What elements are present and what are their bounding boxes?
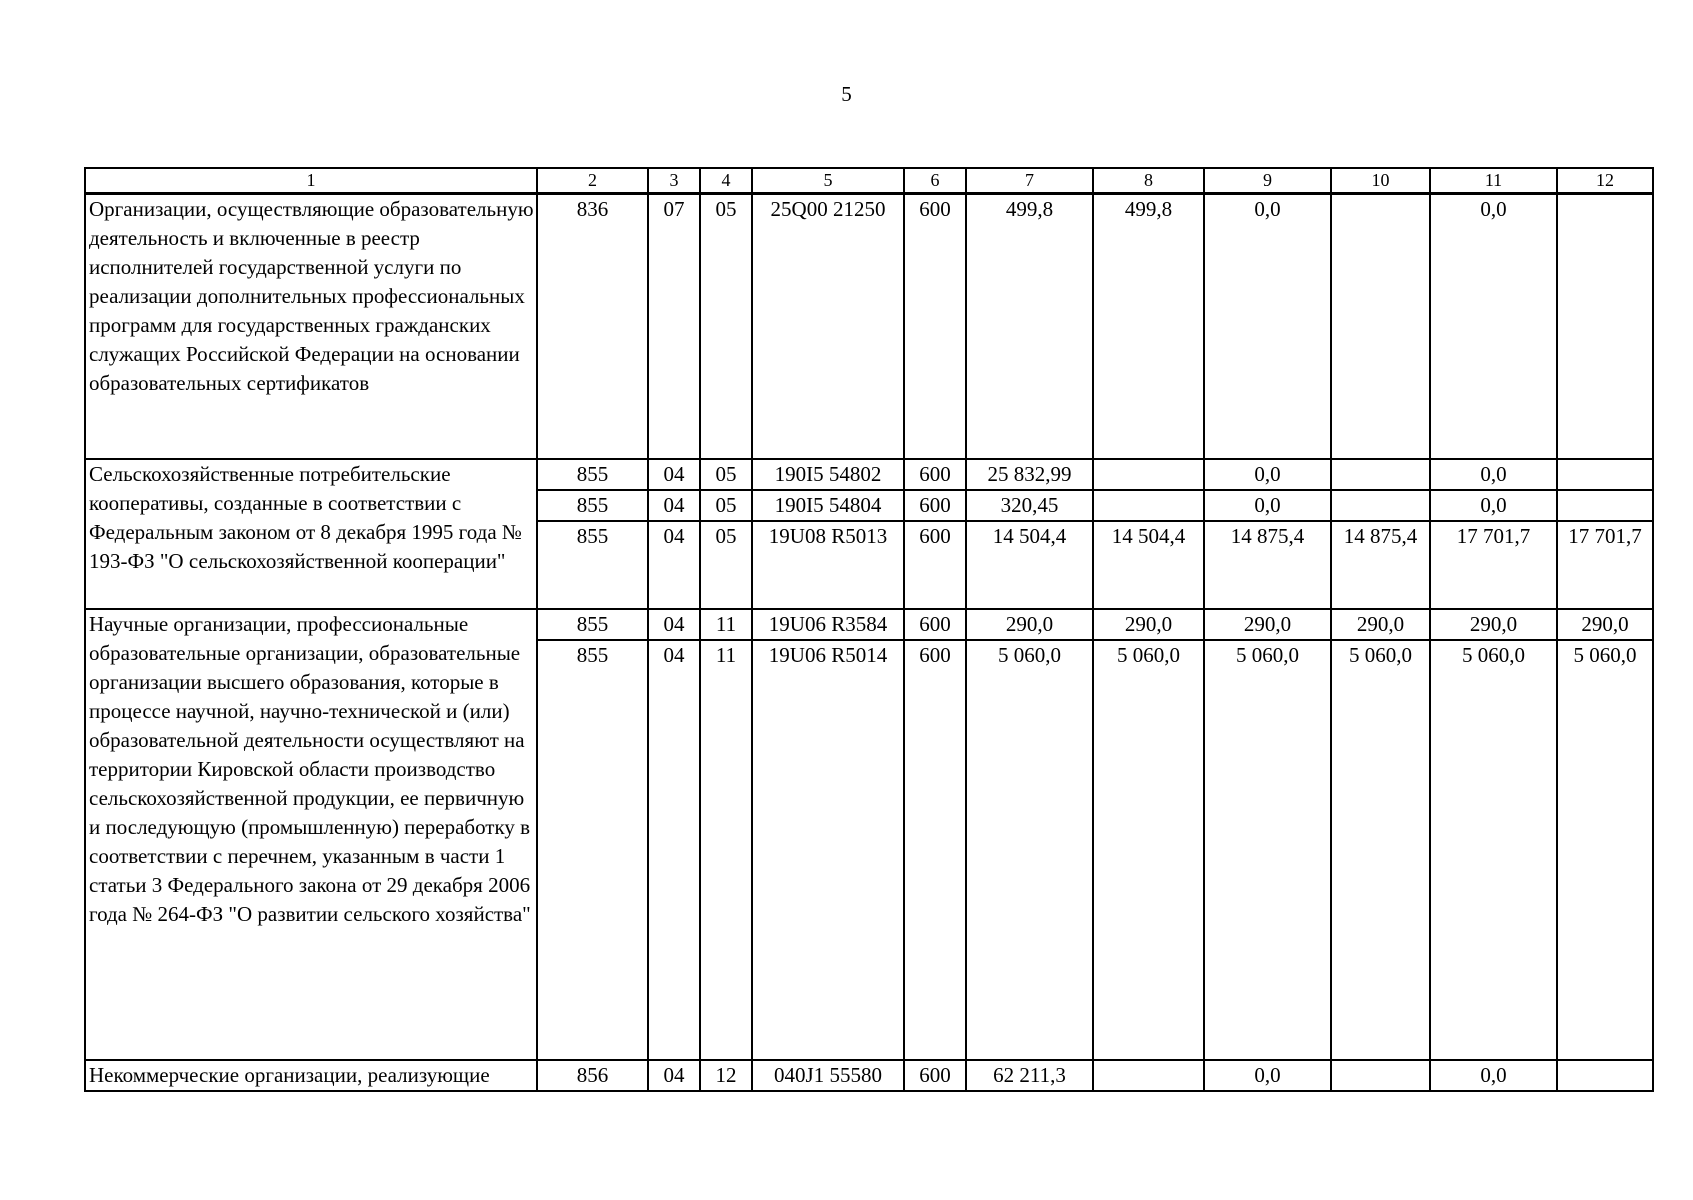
table-cell: 14 504,4 [966,521,1093,609]
column-header: 2 [537,168,648,194]
column-header: 5 [752,168,904,194]
table-cell: 0,0 [1430,490,1557,521]
column-number-row [85,168,1653,194]
table-cell: 855 [537,609,648,640]
table-cell: 19U06 R3584 [752,609,904,640]
column-header: 7 [966,168,1093,194]
table-cell [1093,490,1204,521]
table-cell: 855 [537,490,648,521]
table-cell [1093,459,1204,490]
table-cell: 320,45 [966,490,1093,521]
table-cell: 0,0 [1204,194,1331,459]
table-cell: 290,0 [1557,609,1653,640]
table-cell: 836 [537,194,648,459]
table-row [85,194,1653,459]
table-cell: 5 060,0 [1331,640,1430,1060]
table-cell: 0,0 [1430,459,1557,490]
table-cell: 04 [648,1060,700,1091]
table-cell: 14 875,4 [1204,521,1331,609]
table-cell: 5 060,0 [1430,640,1557,1060]
table-cell: 5 060,0 [966,640,1093,1060]
table-cell: 290,0 [1093,609,1204,640]
page-number: 5 [841,82,852,106]
table-cell: 856 [537,1060,648,1091]
table-cell: 600 [904,194,966,459]
table-cell: 0,0 [1430,194,1557,459]
recipient-description: Организации, осуществляющие образовательную деятельность и включенные в реестр исполнителей государственной услуги по реализации дополнительных профессиональных программ для государственных гражданских служащих Российской Федерации на основании образовательных сертификатов [85,194,537,459]
table-cell: 040J1 55580 [752,1060,904,1091]
table-cell: 600 [904,490,966,521]
table-cell: 04 [648,609,700,640]
table-cell: 17 701,7 [1557,521,1653,609]
table-cell: 600 [904,459,966,490]
table-row [85,609,1653,640]
table-cell: 14 504,4 [1093,521,1204,609]
table-cell [1557,194,1653,459]
table-cell: 0,0 [1204,459,1331,490]
table-cell: 499,8 [966,194,1093,459]
table-cell: 11 [700,640,752,1060]
table-cell: 290,0 [1204,609,1331,640]
table-cell: 05 [700,490,752,521]
table-cell: 600 [904,1060,966,1091]
table-cell: 19U08 R5013 [752,521,904,609]
table-cell: 0,0 [1430,1060,1557,1091]
table-cell: 19U06 R5014 [752,640,904,1060]
table-cell: 600 [904,609,966,640]
table-cell: 07 [648,194,700,459]
column-header: 8 [1093,168,1204,194]
table-cell: 290,0 [1430,609,1557,640]
table-cell: 5 060,0 [1093,640,1204,1060]
table-cell [1557,490,1653,521]
recipient-description: Научные организации, профессиональные образовательные организации, образовательные организации высшего образования, которые в процессе научной, научно-технической и (или) образовательной деятельности осуществляют на территории Кировской области производство сельскохозяйственной продукции, ее первичную и последующую (промышленную) переработку в соответствии с перечнем, указанным в части 1 статьи 3 Федерального закона от 29 декабря 2006 года № 264-ФЗ "О развитии сельского хозяйства" [85,609,537,1060]
table-cell: 04 [648,640,700,1060]
table-cell [1331,490,1430,521]
table-cell: 05 [700,194,752,459]
table-cell: 190I5 54802 [752,459,904,490]
table-cell: 17 701,7 [1430,521,1557,609]
table-cell: 855 [537,459,648,490]
table-cell [1557,1060,1653,1091]
table-cell [1331,1060,1430,1091]
table-cell: 600 [904,521,966,609]
table-cell: 290,0 [966,609,1093,640]
column-header: 10 [1331,168,1430,194]
column-header: 11 [1430,168,1557,194]
table-cell [1557,459,1653,490]
budget-table [84,167,1654,1092]
recipient-description: Некоммерческие организации, реализующие [85,1060,537,1091]
table-cell: 499,8 [1093,194,1204,459]
recipient-description: Сельскохозяйственные потребительские кооперативы, созданные в соответствии с Федеральным законом от 8 декабря 1995 года № 193-ФЗ "О сельскохозяйственной кооперации" [85,459,537,609]
table-cell [1331,459,1430,490]
table-cell: 5 060,0 [1204,640,1331,1060]
table-cell: 600 [904,640,966,1060]
table-cell: 25 832,99 [966,459,1093,490]
table-cell: 05 [700,521,752,609]
table-cell: 0,0 [1204,490,1331,521]
table-cell: 0,0 [1204,1060,1331,1091]
table-cell [1331,194,1430,459]
table-cell: 855 [537,521,648,609]
table-cell: 25Q00 21250 [752,194,904,459]
table-cell: 05 [700,459,752,490]
column-header: 6 [904,168,966,194]
table-cell: 855 [537,640,648,1060]
table-cell: 14 875,4 [1331,521,1430,609]
column-header: 1 [85,168,537,194]
table-cell: 190I5 54804 [752,490,904,521]
column-header: 4 [700,168,752,194]
table-cell: 62 211,3 [966,1060,1093,1091]
column-header: 3 [648,168,700,194]
table-cell: 04 [648,459,700,490]
column-header: 12 [1557,168,1653,194]
table-cell: 04 [648,521,700,609]
column-header: 9 [1204,168,1331,194]
table-cell: 04 [648,490,700,521]
table-cell: 12 [700,1060,752,1091]
table-row [85,459,1653,490]
table-row [85,1060,1653,1091]
table-cell: 5 060,0 [1557,640,1653,1060]
table-cell: 11 [700,609,752,640]
table-cell [1093,1060,1204,1091]
table-cell: 290,0 [1331,609,1430,640]
